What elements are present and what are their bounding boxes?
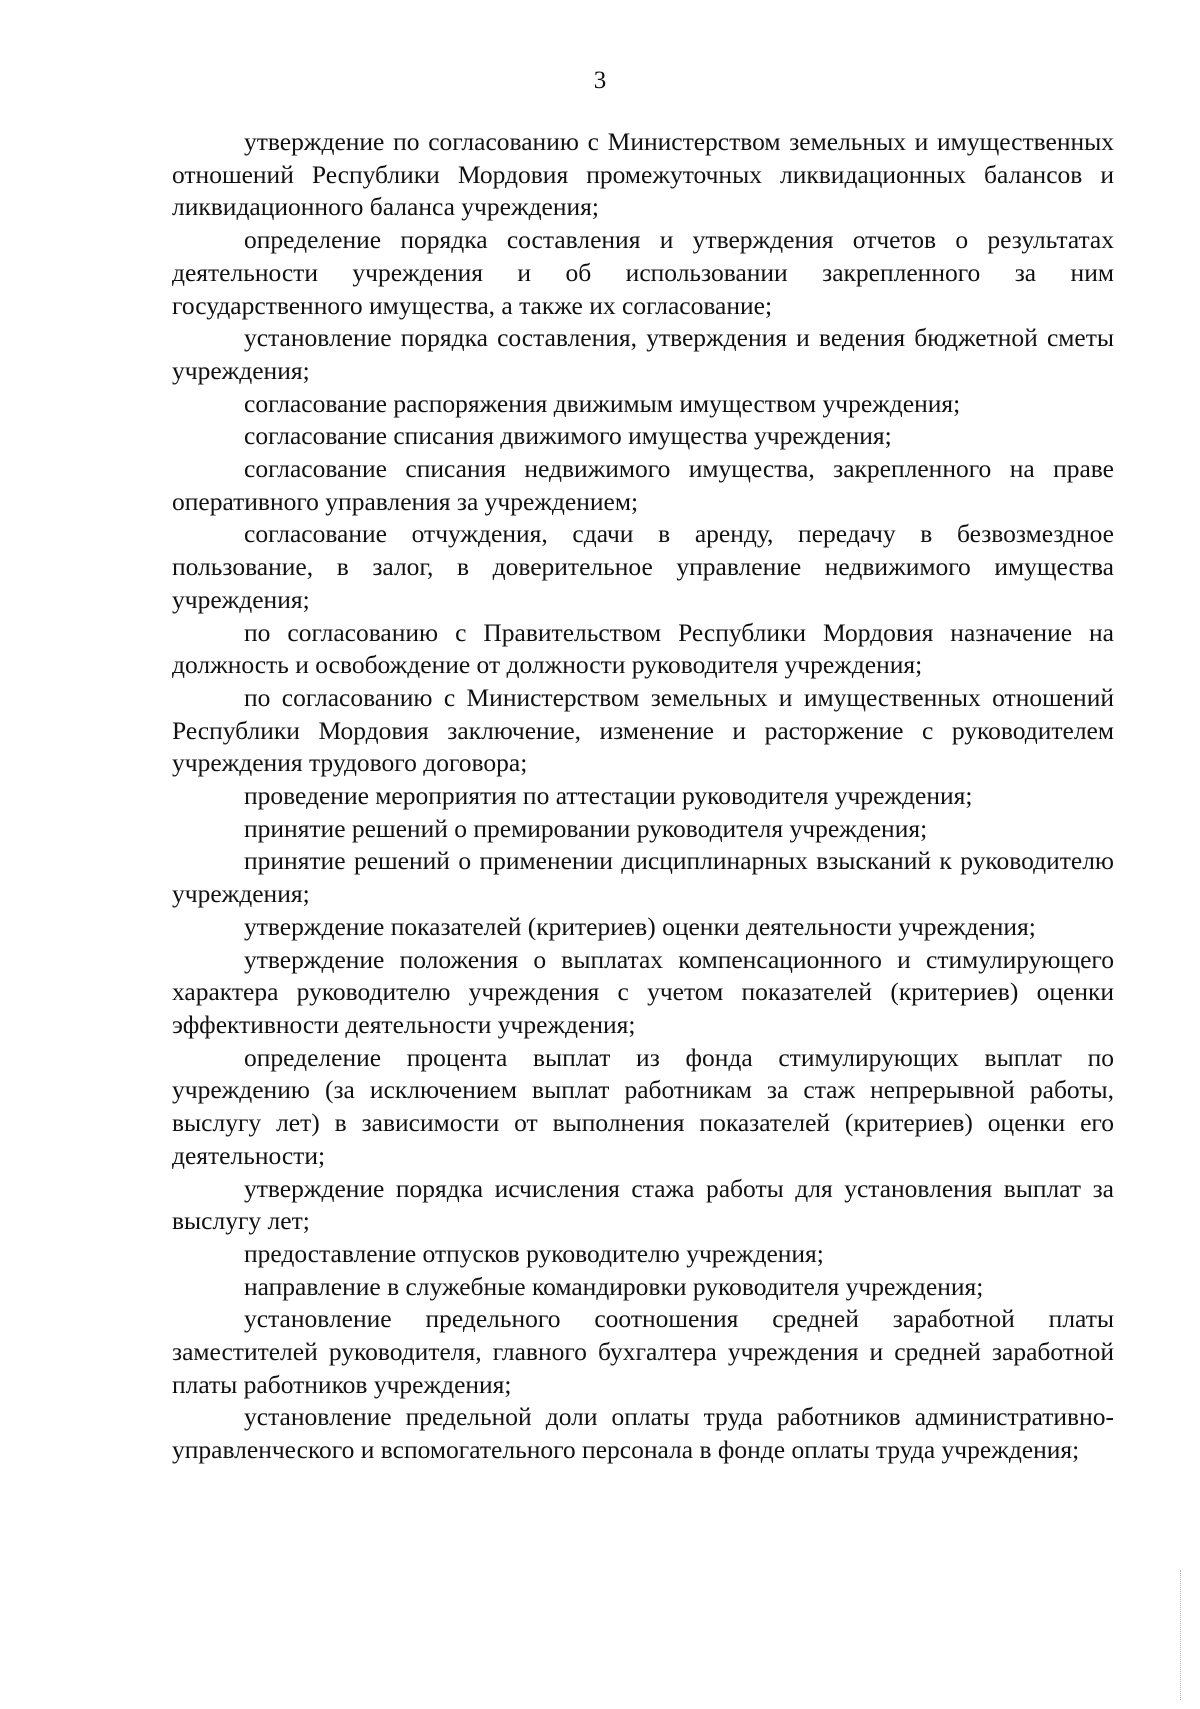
paragraph-seniority-calculation: утверждение порядка исчисления стажа работы для установления выплат за выслугу лет; [172, 1173, 1114, 1236]
paragraph-head-vacations: предоставление отпусков руководителю учреждения; [244, 1238, 824, 1268]
paragraph-business-trips: направление в служебные командировки руководителя учреждения; [244, 1271, 984, 1301]
paragraph-movable-property-disposal: согласование распоряжения движимым имуществом учреждения; [244, 388, 961, 418]
paragraph-incentive-percentage: определение процента выплат из фонда стимулирующих выплат по учреждению (за исключением выплат работникам за стаж непрерывной работы, выслугу лет) в зависимости от выполнения показателей (критериев) оценки его деятельности; [172, 1042, 1114, 1170]
scan-edge-marks [1180, 1570, 1183, 1700]
paragraph-admin-staff-share: установление предельной доли оплаты труда работников административно-управленческого и вспомогательного персонала в фонде оплаты труда учреждения; [172, 1402, 1114, 1465]
paragraph-immovable-property-writeoff: согласование списания недвижимого имущества, закрепленного на праве оперативного управления за учреждением; [172, 454, 1114, 516]
paragraph-liquidation-balances: утверждение по согласованию с Министерством земельных и имущественных отношений Республики Мордовия промежуточных ликвидационных балансов и ликвидационного баланса учреждения; [172, 127, 1114, 222]
paragraph-immovable-property-alienation: согласование отчуждения, сдачи в аренду, передачу в безвозмездное пользование, в залог, в доверительное управление недвижимого имущества учреждения; [172, 519, 1114, 614]
paragraph-activity-reports: определение порядка составления и утверждения отчетов о результатах деятельности учреждения и об использовании закрепленного за ним государственного имущества, а также их согласование; [172, 225, 1114, 320]
paragraph-head-appointment: по согласованию с Правительством Республики Мордовия назначение на должность и освобождение от должности руководителя учреждения; [172, 617, 1114, 680]
paragraph-budget-estimate: установление порядка составления, утверждения и ведения бюджетной сметы учреждения; [172, 323, 1114, 385]
paragraph-labor-contract: по согласованию с Министерством земельных и имущественных отношений Республики Мордовия заключение, изменение и расторжение с руководителем учреждения трудового договора; [172, 682, 1114, 778]
page-number: 3 [593, 67, 607, 94]
paragraph-movable-property-writeoff: согласование списания движимого имущества учреждения; [244, 421, 892, 451]
paragraph-salary-ratio: установление предельного соотношения средней заработной платы заместителей руководителя, главного бухгалтера учреждения и средней заработной платы работников учреждения; [172, 1304, 1114, 1399]
paragraph-compensation-regulation: утверждение положения о выплатах компенсационного и стимулирующего характера руководителю учреждения с учетом показателей (критериев) оценки эффективности деятельности учреждения; [172, 944, 1114, 1039]
paragraph-performance-criteria: утверждение показателей (критериев) оценки деятельности учреждения; [244, 911, 1036, 941]
paragraph-head-bonuses: принятие решений о премировании руководителя учреждения; [244, 813, 928, 843]
paragraph-head-attestation: проведение мероприятия по аттестации руководителя учреждения; [244, 781, 973, 811]
document-body [172, 126, 1114, 1467]
paragraph-disciplinary-actions: принятие решений о применении дисциплинарных взысканий к руководителю учреждения; [172, 846, 1114, 909]
